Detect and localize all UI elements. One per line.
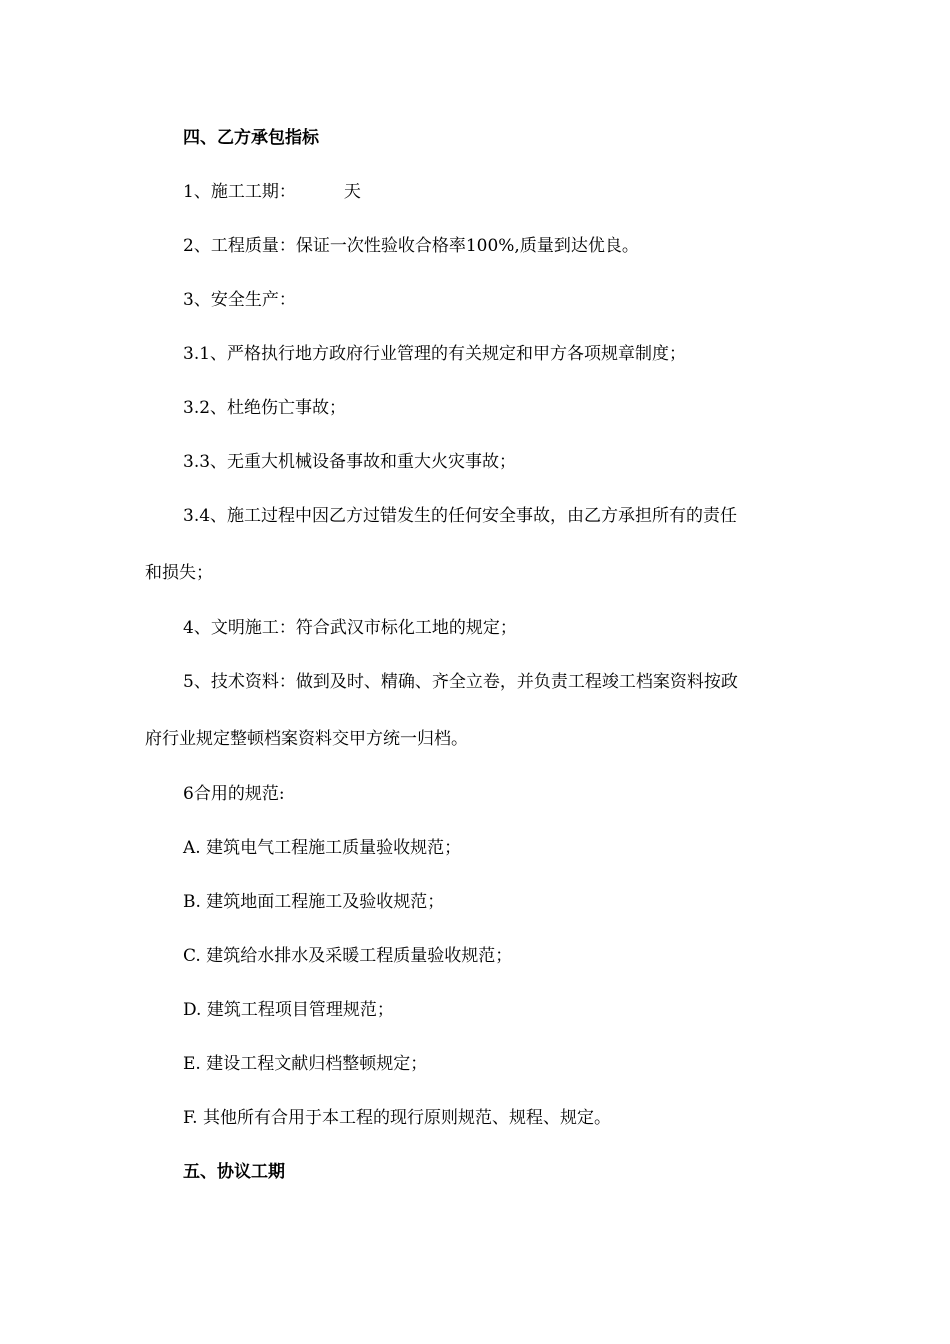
item-3-2: 3.2、杜绝伤亡事故；: [183, 398, 347, 418]
spec-a: A. 建筑电气工程施工质量验收规范；: [183, 838, 462, 858]
item-2-quality: 2、工程质量：保证一次性验收合格率100%,质量到达优良。: [183, 236, 639, 256]
section-4-heading: 四、乙方承包指标: [183, 128, 319, 148]
spec-f: F. 其他所有合用于本工程的现行原则规范、规程、规定。: [183, 1108, 611, 1128]
item-3-4-line-1: 3.4、施工过程中因乙方过错发生的任何安全事故，由乙方承担所有的责任: [183, 506, 738, 526]
section-5-heading: 五、协议工期: [183, 1162, 285, 1182]
item-1-label: 1、施工工期：: [183, 182, 296, 202]
item-3-1: 3.1、严格执行地方政府行业管理的有关规定和甲方各项规章制度；: [183, 344, 687, 364]
item-1-construction-period: [183, 182, 361, 202]
item-5-line-2: 府行业规定整顿档案资料交甲方统一归档。: [145, 729, 468, 749]
spec-e: E. 建设工程文献归档整顿规定；: [183, 1054, 428, 1074]
item-5-line-1: 5、技术资料：做到及时、精确、齐全立卷，并负责工程竣工档案资料按政: [183, 672, 738, 692]
item-3-4-line-2: 和损失；: [145, 563, 213, 583]
item-3-safety: 3、安全生产：: [183, 290, 296, 310]
spec-d: D. 建筑工程项目管理规范；: [183, 1000, 394, 1020]
spec-b: B. 建筑地面工程施工及验收规范；: [183, 892, 445, 912]
item-3-3: 3.3、无重大机械设备事故和重大火灾事故；: [183, 452, 517, 472]
item-6-applicable-standards: 6合用的规范:: [183, 784, 285, 804]
item-1-unit: 天: [343, 182, 361, 202]
spec-c: C. 建筑给水排水及采暖工程质量验收规范；: [183, 946, 513, 966]
item-4-civilized-construction: 4、文明施工：符合武汉市标化工地的规定；: [183, 618, 517, 638]
